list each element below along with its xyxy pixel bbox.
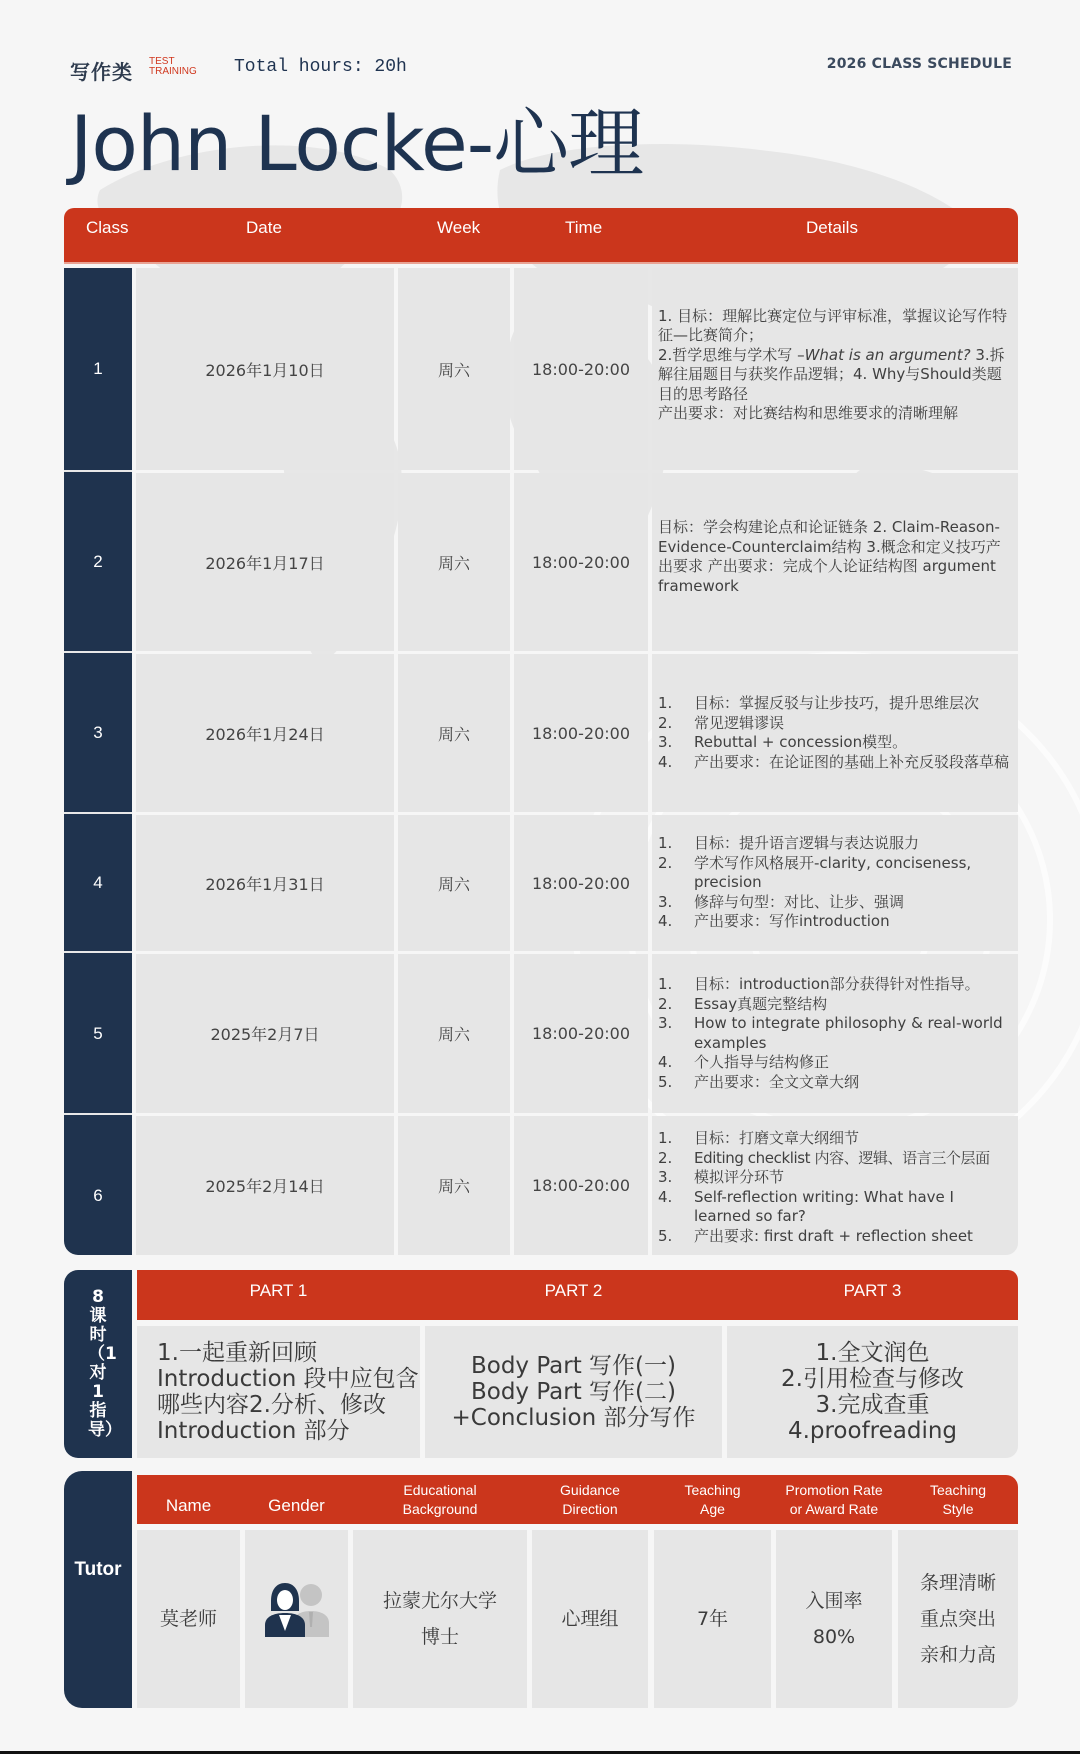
education-line: 拉蒙尤尔大学 <box>382 1590 497 1612</box>
time-cell: 18:00-20:00 <box>514 1116 648 1255</box>
parts-header-bar <box>137 1273 1018 1320</box>
list-text: 目标：introduction部分获得针对性指导。 <box>694 975 980 993</box>
tutor-style <box>898 1530 1018 1708</box>
list-text: 模拟评分环节 <box>694 1168 785 1186</box>
parts-side-label <box>64 1270 132 1458</box>
class-number: 3 <box>93 723 103 742</box>
details-line: 产出要求：对比赛结构和思维要求的清晰理解 <box>658 404 959 422</box>
row-divider <box>64 470 132 472</box>
page-title: John Locke-心理 <box>70 99 644 188</box>
details-list <box>658 975 1014 1092</box>
style-line: 重点突出 <box>919 1608 996 1630</box>
week-cell: 周六 <box>398 268 510 470</box>
list-text: 产出要求：全文文章大纲 <box>694 1072 860 1091</box>
part-line: Introduction 部分 <box>157 1418 350 1444</box>
part-line: Body Part 写作(一) <box>470 1353 677 1379</box>
class-number: 4 <box>93 873 103 892</box>
week-cell: 周六 <box>398 654 510 812</box>
week-cell: 周六 <box>398 815 510 951</box>
table-row <box>0 473 1080 651</box>
tutor-header-style <box>898 1475 1018 1524</box>
list-text: 产出要求：在论证图的基础上补充反驳段落草稿 <box>694 752 1010 771</box>
header-line: Educational <box>403 1481 477 1498</box>
list-number: 2. <box>658 1148 673 1167</box>
list-text: 产出要求: first draft + reflection sheet <box>694 1226 973 1245</box>
column-header-time: Time <box>565 218 603 237</box>
list-number: 1. <box>658 834 673 853</box>
part-1-text <box>157 1340 419 1444</box>
list-number: 3. <box>658 892 673 911</box>
list-text: 目标：提升语言逻辑与表达说服力 <box>694 834 920 853</box>
tutor-guidance: 心理组 <box>532 1530 648 1708</box>
part-line: 1.一起重新回顾 <box>157 1340 317 1366</box>
list-item <box>658 733 1014 753</box>
list-item <box>658 1188 1014 1227</box>
part-line: Body Part 写作(二) <box>470 1379 677 1405</box>
details-cell <box>652 815 1018 951</box>
part-1-content <box>137 1326 420 1458</box>
tutor-header-bar <box>137 1475 1018 1524</box>
part-3-content <box>727 1326 1018 1458</box>
tutor-header-guidance <box>532 1475 648 1524</box>
list-number: 3. <box>658 733 673 751</box>
style-line: 条理清晰 <box>919 1572 996 1594</box>
list-text: 目标：打磨文章大纲细节 <box>694 1129 860 1147</box>
tutor-side-label <box>64 1471 132 1708</box>
list-number: 3. <box>658 1168 673 1186</box>
column-header-details: Details <box>806 218 858 237</box>
part-line: 3.完成查重 <box>815 1392 930 1418</box>
header-line: Background <box>402 1500 478 1517</box>
list-item <box>658 753 1014 773</box>
column-header-date: Date <box>246 218 282 237</box>
list-number: 4. <box>658 752 673 771</box>
details-cell <box>652 268 1018 470</box>
header-line: Direction <box>562 1500 618 1517</box>
brand-line-1: TEST <box>149 56 175 67</box>
list-item <box>658 834 1014 854</box>
brand-logo <box>149 57 197 77</box>
part-3-header: PART 3 <box>843 1281 902 1300</box>
list-item <box>658 912 1014 932</box>
list-text: 产出要求：写作introduction <box>694 912 890 931</box>
class-number: 6 <box>93 1185 103 1205</box>
row-divider <box>64 651 132 653</box>
table-row <box>0 815 1080 951</box>
tutor-header-gender: Gender <box>268 1496 325 1515</box>
list-text: Self-reflection writing: What have I learned so far? <box>694 1187 954 1225</box>
class-number: 5 <box>93 1023 103 1043</box>
list-text: 目标：掌握反驳与让步技巧，提升思维层次 <box>694 694 980 712</box>
table-row <box>0 654 1080 812</box>
part-2-header: PART 2 <box>544 1281 603 1300</box>
table-row <box>0 268 1080 470</box>
details-italic: What is an argument? <box>804 345 971 364</box>
list-text: How to integrate philosophy & real-world examples <box>694 1014 1003 1052</box>
list-number: 5. <box>658 1226 673 1245</box>
style-line: 亲和力高 <box>919 1644 996 1666</box>
details-line: 1. 目标：理解比赛定位与评审标准，掌握议论写作特征—比赛简介； <box>658 306 1008 344</box>
list-item <box>658 893 1014 913</box>
part-line: +Conclusion 部分写作 <box>451 1405 696 1431</box>
time-cell: 18:00-20:00 <box>514 268 648 470</box>
list-number: 2. <box>658 853 673 872</box>
promotion-line: 入围率 <box>805 1590 863 1612</box>
list-text: Rebuttal + concession模型。 <box>694 733 908 751</box>
details-text: 目标：学会构建论点和论证链条 2. Claim-Reason-Evidence-Counterclaim结构 3.概念和定义技巧产出要求 产出要求：完成个人论证结构图 argument framework <box>658 518 1001 595</box>
list-item <box>658 694 1014 714</box>
time-cell: 18:00-20:00 <box>514 954 648 1113</box>
tutor-header-teaching-age <box>654 1475 771 1524</box>
header-line: Teaching <box>684 1481 741 1498</box>
week-cell: 周六 <box>398 1116 510 1255</box>
part-2-text <box>452 1353 696 1431</box>
header-line: Age <box>700 1500 725 1517</box>
details-text: 3.拆解往届题目与获奖作品逻辑；4. Why与Should类题目的思考路径 <box>658 345 1005 403</box>
part-line: 2.引用检查与修改 <box>781 1366 964 1392</box>
details-list <box>658 1129 1014 1246</box>
date-cell: 2026年1月31日 <box>136 815 394 951</box>
date-cell: 2025年2月14日 <box>136 1116 394 1255</box>
list-item <box>658 1073 1014 1093</box>
list-number: 5. <box>658 1072 673 1091</box>
list-text: 个人指导与结构修正 <box>694 1053 830 1071</box>
parts-side-text: 8课时（1对1指导） <box>88 1287 122 1440</box>
date-cell: 2026年1月17日 <box>136 473 394 651</box>
tutor-name: 莫老师 <box>137 1530 240 1708</box>
header-line: Teaching <box>929 1481 987 1498</box>
total-hours: Total hours: 20h <box>234 57 407 77</box>
header-line: Style <box>942 1500 974 1517</box>
schedule-header-bar <box>64 208 1018 262</box>
list-number: 4. <box>658 912 673 931</box>
list-text: Editing checklist 内容、逻辑、语言三个层面 <box>694 1148 990 1167</box>
part-2-content <box>425 1326 722 1458</box>
brand-line-2: TRAINING <box>149 66 197 77</box>
list-number: 4. <box>658 1187 673 1206</box>
list-number: 2. <box>658 994 673 1013</box>
list-number: 4. <box>658 1053 673 1071</box>
list-number: 2. <box>658 713 673 732</box>
details-cell <box>652 1116 1018 1255</box>
list-item <box>658 1149 1014 1169</box>
tutor-teaching-age: 7年 <box>654 1530 771 1708</box>
table-row <box>0 1116 1080 1255</box>
list-item <box>658 975 1014 995</box>
tutor-gender <box>245 1530 348 1708</box>
list-text: 修辞与句型：对比、让步、强调 <box>694 892 905 911</box>
part-1-header: PART 1 <box>249 1281 308 1300</box>
header-line: Promotion Rate <box>785 1481 883 1498</box>
row-divider <box>64 951 132 953</box>
column-header-week: Week <box>437 218 481 237</box>
list-text: 学术写作风格展开-clarity, conciseness, precision <box>694 853 972 892</box>
category-label: 写作类 <box>70 60 133 84</box>
details-list <box>658 694 1014 772</box>
list-item <box>658 1129 1014 1149</box>
week-cell: 周六 <box>398 954 510 1113</box>
time-cell: 18:00-20:00 <box>514 473 648 651</box>
list-item <box>658 995 1014 1015</box>
row-divider <box>64 812 132 814</box>
part-line: 4.proofreading <box>787 1418 958 1444</box>
part-line: 1.全文润色 <box>815 1340 930 1366</box>
list-number: 1. <box>658 975 673 993</box>
list-number: 1. <box>658 1129 673 1147</box>
list-item <box>658 1014 1014 1053</box>
part-3-text <box>781 1340 964 1444</box>
details-cell <box>652 473 1018 651</box>
tutor-header-promotion <box>776 1475 892 1524</box>
tutor-education <box>353 1530 527 1708</box>
list-item <box>658 1168 1014 1188</box>
date-cell: 2026年1月24日 <box>136 654 394 812</box>
date-cell: 2025年2月7日 <box>136 954 394 1113</box>
row-divider <box>64 1113 132 1115</box>
tutor-header-name: Name <box>165 1496 212 1515</box>
list-item <box>658 714 1014 734</box>
column-header-class: Class <box>86 218 129 237</box>
class-number: 2 <box>93 552 103 571</box>
tutor-label: Tutor <box>74 1559 122 1580</box>
details-cell <box>652 654 1018 812</box>
details-cell <box>652 954 1018 1113</box>
details-line <box>658 346 1014 405</box>
part-line: 哪些内容2.分析、修改 <box>157 1392 386 1418</box>
time-cell: 18:00-20:00 <box>514 654 648 812</box>
list-item <box>658 1227 1014 1247</box>
details-text: 2.哲学思维与学术写 – <box>658 345 805 364</box>
education-line: 博士 <box>420 1626 459 1648</box>
week-cell: 周六 <box>398 473 510 651</box>
promotion-line: 80% <box>812 1626 856 1648</box>
list-number: 1. <box>658 694 673 712</box>
header-line: or Award Rate <box>789 1500 879 1517</box>
schedule-label: 2026 CLASS SCHEDULE <box>826 56 1012 72</box>
list-number: 3. <box>658 1014 673 1032</box>
details-list <box>658 834 1014 932</box>
time-cell: 18:00-20:00 <box>514 815 648 951</box>
list-item <box>658 854 1014 893</box>
list-text: Essay真题完整结构 <box>694 994 828 1013</box>
female-male-avatar-icon <box>259 1581 335 1637</box>
list-item <box>658 1053 1014 1073</box>
tutor-promotion <box>776 1530 892 1708</box>
class-number: 1 <box>93 359 103 378</box>
tutor-header-education <box>353 1475 527 1524</box>
date-cell: 2026年1月10日 <box>136 268 394 470</box>
header-line: Guidance <box>560 1481 620 1498</box>
list-text: 常见逻辑谬误 <box>694 713 785 732</box>
part-line: Introduction 段中应包含 <box>157 1366 419 1392</box>
table-row <box>0 954 1080 1113</box>
